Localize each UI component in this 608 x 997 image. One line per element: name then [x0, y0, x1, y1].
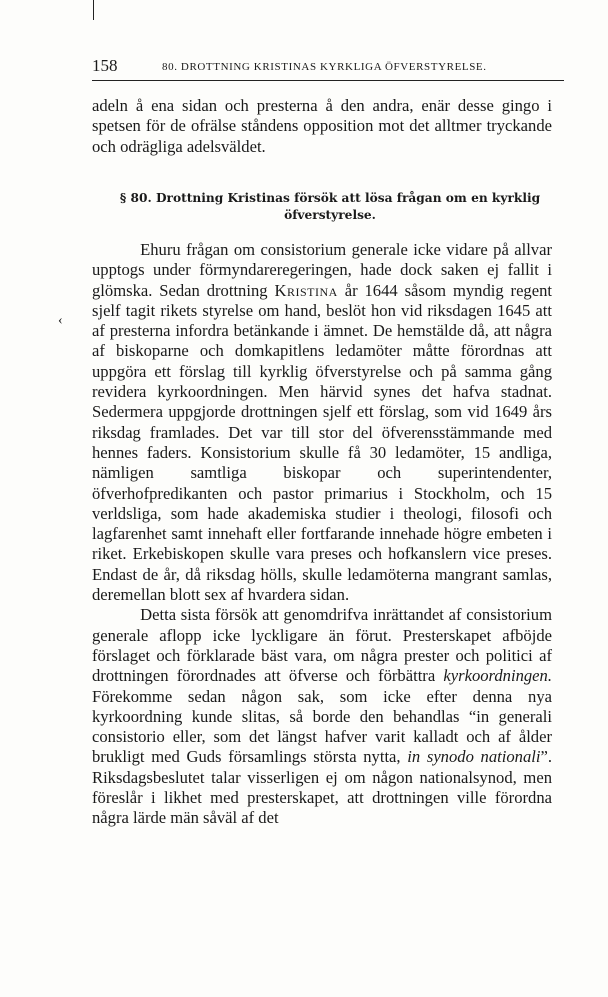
intro-paragraph [92, 96, 552, 157]
main-text [92, 240, 552, 829]
paragraph-2 [92, 605, 552, 828]
paragraph-2-part-2: Förekomme sedan någon sak, som icke efter denna nya kyrkoordning kunde slitas, så borde den behandlas “in generali consistorio eller, som det längst hafver varit kalladt och af ålder brukligt med Guds församlings största nytta, [92, 686, 552, 767]
paragraph-2-part-1: Detta sista försök att genomdrifva inrättandet af consistorium generale aflopp icke lyckligare än förut. Presterskapet afböjde förslaget och förklarade bäst vara, om några prester och politici af drottningen förordnades att öfverse och förbättra [92, 605, 552, 686]
italic-term-2: in synodo nationali [407, 747, 541, 767]
intro-text: adeln å ena sidan och presterna å den andra, enär desse gingo i spetsen för de ofrälse ståndens opposition mot det alltmer tryckande och odrägliga adelsväldet. [92, 96, 552, 156]
person-name: Kristina [274, 280, 338, 300]
page-number: 158 [92, 56, 118, 75]
page-header [92, 54, 564, 81]
paragraph-1-part-2: år 1644 såsom myndig regent sjelf tagit rikets styrelse om hand, beslöt hon vid riksdagen 1645 att af presterna infordra betänkande i ämnet. De hemstälde då, att några af biskoparne och domkapitlens ledamöter måtte förordnas att uppgöra ett förslag till kyrklig öfverstyrelse och på samma gång revidera kyrkoordningen. Men härvid synes det hafva stadnat. Sedermera uppgjorde drottningen sjelf ett förslag, som vid 1649 års riksdag framlades. Det var till stor del öfverensstämmande med hennes faders. Konsistorium skulle få 30 ledamöter, 15 andliga, nämligen samtliga biskopar och superintendenter, öfverhofpredikanten och pastor primarius i Stockholm, och 15 verldsliga, som hade akademiska studier i theologi, filosofi och lagfarenhet samt innehaft eller fortfarande innehade högre embeten i riket. Erkebiskopen skulle vara preses och hofkanslern vice preses. Endast de år, då riksdag hölls, skulle ledamöterna mangrant samlas, deremellan blott sex af hvardera sidan. [92, 280, 553, 605]
section-heading [100, 190, 560, 224]
paragraph-1-part-1: Ehuru frågan om consistorium generale icke vidare på allvar upptogs under förmyndareregeringen, hade dock saken ej fallit i glömska. Sedan drottning [92, 240, 552, 300]
paragraph-1 [92, 240, 552, 605]
section-number: § 80. [119, 191, 152, 205]
running-head: 80. DROTTNING KRISTINAS KYRKLIGA ÖFVERSTYRELSE. [162, 61, 487, 73]
margin-mark: ‹ [58, 313, 63, 328]
paragraph-2-part-3: ”. Riksdagsbeslutet talar visserligen ej om någon nationalsynod, men föreslår i likhet med presterskapet, att drottningen ville förordna några lärde män såväl af det [92, 747, 552, 828]
section-title: Drottning Kristinas försök att lösa frågan om en kyrklig öfverstyrelse. [155, 191, 541, 222]
scan-edge-line [93, 0, 94, 20]
italic-term-1: kyrkoordningen. [443, 666, 552, 686]
